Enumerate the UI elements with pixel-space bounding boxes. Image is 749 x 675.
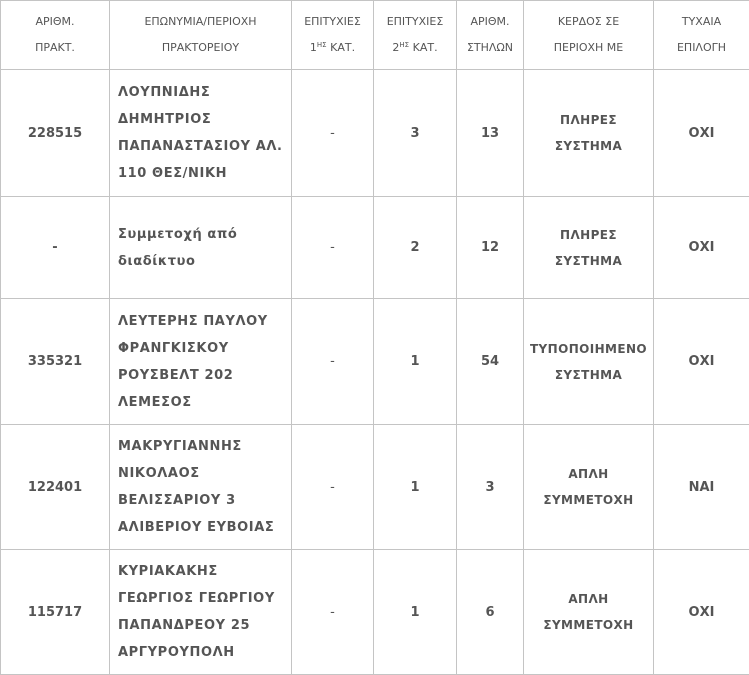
header-agency-name [110, 1, 292, 70]
profit-line: ΣΥΜΜΕΤΟΧΗ [524, 612, 653, 638]
agency-name-line: ΛΕΥΤΕΡΗΣ ΠΑΥΛΟΥ [118, 308, 287, 335]
profit-line: ΣΥΜΜΕΤΟΧΗ [524, 487, 653, 513]
agency-name-line: Συμμετοχή από [118, 221, 287, 248]
profit-line: ΣΥΣΤΗΜΑ [524, 248, 653, 274]
table-row [1, 70, 749, 197]
profit-line: ΣΥΣΤΗΜΑ [524, 133, 653, 159]
agency-number: 228515 [1, 70, 110, 197]
header-text: ΠΡΑΚΤΟΡΕΙΟΥ [110, 35, 291, 61]
agency-name-line: ΚΥΡΙΑΚΑΚΗΣ [118, 558, 287, 585]
random-choice: ΝΑΙ [654, 425, 749, 550]
table-row [1, 425, 749, 550]
agency-name [110, 197, 292, 299]
header-text: $1^{H\Sigma}$ ΚΑΤ. [292, 35, 373, 61]
header-text: ΕΠΙΤΥΧΙΕΣ [292, 9, 373, 35]
header-profit [524, 1, 654, 70]
profit-line: ΑΠΛΗ [524, 461, 653, 487]
agency-name-line: ΑΛΙΒΕΡΙΟΥ ΕΥΒΟΙΑΣ [118, 514, 287, 541]
agency-name-line: ΓΕΩΡΓΙΟΣ ΓΕΩΡΓΙΟΥ [118, 585, 287, 612]
table-row [1, 197, 749, 299]
table-header-row [1, 1, 749, 70]
columns-count: 6 [457, 550, 524, 675]
header-text: ΕΠΩΝΥΜΙΑ/ΠΕΡΙΟΧΗ [110, 9, 291, 35]
header-text: ΑΡΙΘΜ. [1, 9, 109, 35]
columns-count: 13 [457, 70, 524, 197]
agency-name-line: ΦΡΑΝΓΚΙΣΚΟΥ [118, 335, 287, 362]
header-text: ΕΠΙΛΟΓΗ [654, 35, 749, 61]
agency-name [110, 70, 292, 197]
agency-name-line: ΒΕΛΙΣΣΑΡΙΟΥ 3 [118, 487, 287, 514]
agency-name [110, 550, 292, 675]
wins-1st: - [292, 425, 374, 550]
agency-name-line: ΠΑΠΑΝΔΡΕΟΥ 25 [118, 612, 287, 639]
profit-type [524, 299, 654, 425]
agency-name-line: ΠΑΠΑΝΑΣΤΑΣΙΟΥ ΑΛ. [118, 133, 287, 160]
agency-number: 115717 [1, 550, 110, 675]
agency-number: 122401 [1, 425, 110, 550]
header-text: ΑΡΙΘΜ. [457, 9, 523, 35]
columns-count: 3 [457, 425, 524, 550]
header-wins-2nd [374, 1, 457, 70]
table-row [1, 299, 749, 425]
agency-name-line: ΔΗΜΗΤΡΙΟΣ [118, 106, 287, 133]
random-choice: ΟΧΙ [654, 550, 749, 675]
agency-name-line: ΡΟΥΣΒΕΛΤ 202 [118, 362, 287, 389]
header-wins-1st [292, 1, 374, 70]
wins-2nd: 3 [374, 70, 457, 197]
header-text: ΠΕΡΙΟΧΗ ΜΕ [524, 35, 653, 61]
header-text: ΣΤΗΛΩΝ [457, 35, 523, 61]
profit-line: ΣΥΣΤΗΜΑ [524, 362, 653, 388]
random-choice: ΟΧΙ [654, 70, 749, 197]
header-text: ΕΠΙΤΥΧΙΕΣ [374, 9, 456, 35]
columns-count: 54 [457, 299, 524, 425]
header-columns [457, 1, 524, 70]
random-choice: ΟΧΙ [654, 299, 749, 425]
profit-type [524, 550, 654, 675]
agency-name-line: ΛΕΜΕΣΟΣ [118, 389, 287, 416]
wins-1st: - [292, 299, 374, 425]
agency-number: 335321 [1, 299, 110, 425]
header-agency-no [1, 1, 110, 70]
profit-type [524, 197, 654, 299]
profit-line: ΤΥΠΟΠΟΙΗΜΕΝΟ [524, 336, 653, 362]
wins-2nd: 2 [374, 197, 457, 299]
agency-number: - [1, 197, 110, 299]
wins-2nd: 1 [374, 425, 457, 550]
agency-name [110, 299, 292, 425]
wins-2nd: 1 [374, 550, 457, 675]
agency-name-line: ΜΑΚΡΥΓΙΑΝΝΗΣ [118, 433, 287, 460]
profit-line: ΠΛΗΡΕΣ [524, 222, 653, 248]
wins-1st: - [292, 70, 374, 197]
agency-name-line: ΝΙΚΟΛΑΟΣ [118, 460, 287, 487]
agency-name-line: ΑΡΓΥΡΟΥΠΟΛΗ [118, 639, 287, 666]
profit-type [524, 70, 654, 197]
header-text: $2^{H\Sigma}$ ΚΑΤ. [374, 35, 456, 61]
profit-type [524, 425, 654, 550]
profit-line: ΑΠΛΗ [524, 586, 653, 612]
header-text: ΠΡΑΚΤ. [1, 35, 109, 61]
agency-name [110, 425, 292, 550]
agency-name-line: διαδίκτυο [118, 248, 287, 275]
agency-name-line: 110 ΘΕΣ/ΝΙΚΗ [118, 160, 287, 187]
wins-1st: - [292, 550, 374, 675]
header-text: ΤΥΧΑΙΑ [654, 9, 749, 35]
columns-count: 12 [457, 197, 524, 299]
table-row [1, 550, 749, 675]
random-choice: ΟΧΙ [654, 197, 749, 299]
profit-line: ΠΛΗΡΕΣ [524, 107, 653, 133]
agency-name-line: ΛΟΥΠΝΙΔΗΣ [118, 79, 287, 106]
header-random [654, 1, 749, 70]
wins-1st: - [292, 197, 374, 299]
header-text: ΚΕΡΔΟΣ ΣΕ [524, 9, 653, 35]
wins-2nd: 1 [374, 299, 457, 425]
